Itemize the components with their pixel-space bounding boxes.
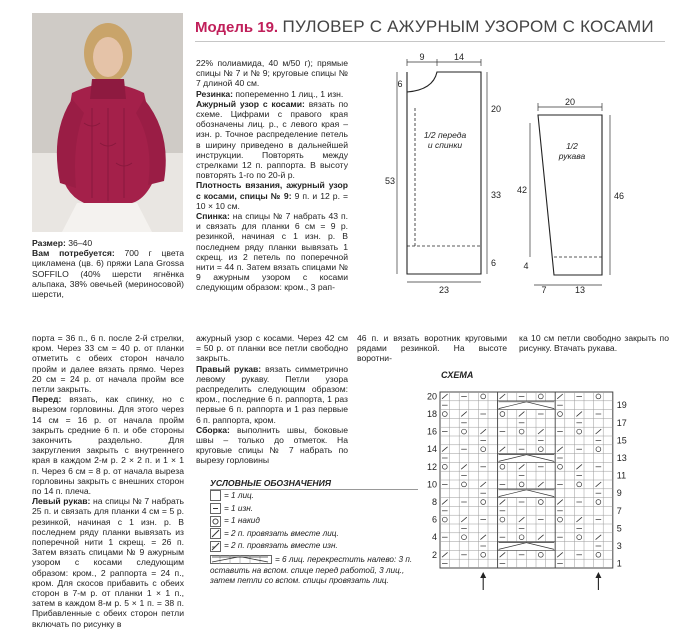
row-number-right: 13 bbox=[616, 453, 627, 463]
front-width-dim: 23 bbox=[438, 285, 450, 295]
left-sleeve-label: Левый рукав: bbox=[32, 496, 91, 507]
arrow-up-icon bbox=[595, 572, 601, 578]
front-rib-dim: 6 bbox=[491, 258, 497, 268]
knit-symbol-icon bbox=[210, 490, 221, 501]
legend-purl: = 1 изн. bbox=[210, 503, 418, 516]
assembly-text: выполнить швы, боковые швы – только до отметок. На круговые спицы № 7 набрать по вырезу горловины bbox=[196, 424, 348, 466]
legend-yarnover: = 1 накид bbox=[210, 515, 418, 528]
sleeve-inner-dim: 42 bbox=[516, 185, 528, 195]
materials-cont: 22% полиамида, 40 м/50 г); прямые спицы № 7 и № 9; круговые спицы № 7 длиной 40 см. bbox=[196, 58, 348, 89]
row-number-right: 3 bbox=[616, 541, 622, 551]
sleeve-cont: ажурный узор с косами. Через 42 см = 50 р. от планки все петли свободно закрыть. bbox=[196, 333, 348, 364]
sleeve-label-line2: рукава bbox=[558, 151, 586, 161]
row-number-left: 10 bbox=[426, 479, 437, 490]
front-top-right-dim: 14 bbox=[453, 52, 465, 62]
schema-title: СХЕМА bbox=[441, 370, 474, 380]
back-label: Спинка: bbox=[196, 211, 230, 222]
yarn-over-icon bbox=[210, 516, 221, 527]
back-cont: порта = 36 п., 6 п. после 2-й стрелки, кром. Через 33 см = 40 р. от планки отметить с обеих сторон начало пройм и далее вязать прямо. Через 20 см = 24 р. от начала пройм все петли закрыть. bbox=[32, 333, 184, 395]
knitting-chart bbox=[420, 384, 640, 606]
size-label: Размер: bbox=[32, 238, 66, 248]
row-number-left: 16 bbox=[426, 426, 437, 437]
needs-value: 700 г цвета цикламена (цв. 6) пряжи Lana Grossa SOFFILO (40% шерсти ягнёнка альпака, 38% овечьей (мериносовой) шерсти, bbox=[32, 248, 184, 300]
front-total-dim: 53 bbox=[384, 176, 396, 186]
legend-title: УСЛОВНЫЕ ОБОЗНАЧЕНИЯ bbox=[210, 478, 418, 490]
front-top-left-dim: 9 bbox=[419, 52, 425, 62]
front-label: Перед: bbox=[32, 394, 62, 405]
density-label: Плотность вязания, ажурный узор с косами, спицы № 9: bbox=[196, 180, 348, 201]
finish-text: ка 10 см петли свободно закрыть по рисунку. Втачать рукава. bbox=[519, 333, 669, 354]
instructions-column-3 bbox=[357, 333, 507, 364]
instructions-column-1 bbox=[32, 333, 184, 629]
article-title bbox=[195, 17, 665, 42]
model-number: Модель 19. bbox=[195, 19, 279, 36]
row-number-left: 4 bbox=[431, 532, 437, 543]
right-sleeve-label: Правый рукав: bbox=[196, 363, 262, 374]
model-name: ПУЛОВЕР С АЖУРНЫМ УЗОРОМ С КОСАМИ bbox=[282, 17, 654, 36]
instructions-column-top bbox=[196, 58, 348, 293]
row-number-left: 14 bbox=[426, 444, 437, 455]
row-number-right: 11 bbox=[616, 470, 627, 481]
legend-k2tog: = 2 п. провязать вместе лиц. bbox=[210, 528, 418, 541]
legend-knit: = 1 лиц. bbox=[210, 490, 418, 503]
legend-p2tog: = 2 п. провязать вместе изн. bbox=[210, 540, 418, 553]
right-sleeve-text: вязать симметрично левому рукаву. Петли узора распределить следующим образом: кром., последние 6 п. раппорта, 1 раз первые 6 п. раппорта и 1 раз первые 6 п. раппорта, кром. bbox=[196, 363, 348, 425]
cable-symbol-icon bbox=[210, 555, 272, 565]
row-number-right: 7 bbox=[616, 505, 622, 516]
row-number-left: 12 bbox=[426, 461, 437, 472]
front-shoulder-dim: 6 bbox=[397, 79, 403, 89]
collar-text: 46 п. и вязать воротник круговыми рядами резинкой. На высоте воротни- bbox=[357, 333, 507, 364]
front-label-line2: и спинки bbox=[427, 140, 463, 150]
legend bbox=[210, 478, 418, 587]
assembly-label: Сборка: bbox=[196, 424, 230, 435]
model-photo-illustration bbox=[32, 13, 183, 232]
lace-text: вязать по схеме. Цифрами с правого края обозначены лиц. р., с левого края – изн. р. Точное распределение петель в ширину приведено в дальнейшей инструкции. Повторять между стрелками 12 п. раппорта. В высоту повторять 1-го по 20-й р. bbox=[196, 98, 348, 181]
needs-label: Вам потребуется: bbox=[32, 248, 115, 259]
sleeve-left-dim: 7 bbox=[541, 285, 547, 295]
row-number-left: 20 bbox=[426, 391, 437, 402]
row-number-left: 2 bbox=[431, 549, 437, 560]
model-photo bbox=[32, 13, 183, 232]
row-number-left: 8 bbox=[431, 497, 437, 507]
lace-label: Ажурный узор с косами: bbox=[196, 98, 305, 109]
front-text: вязать, как спинку, но с вырезом горловины. Для этого через 14 см = 16 р. от начала пройм закрыть средние 6 п. и обе стороны закончить раздельно. Для закругления закрыть с внутреннего края в каждом 2-м р. 2 × 2 п. и 1 × 1 п. Через 6 см = 8 р. от начала выреза горловины закрыть с внешних сторон по 14 п. плеча. bbox=[32, 394, 184, 497]
sleeve-top-dim: 20 bbox=[564, 97, 576, 107]
front-label-line: 1/2 переда bbox=[423, 130, 467, 140]
row-number-left: 6 bbox=[431, 514, 437, 525]
k2tog-icon bbox=[210, 528, 221, 539]
left-sleeve-text: на спицы № 7 набрать 25 п. и связать для планки 4 см = 5 р. резинкой, начиная с 1 изн. р. В последнем ряду планки вывязать из поперечной нити 1 скрещ. = 26 п. Затем вязать спицами № 9 ажурным узором с косами следующим образом: кром., 2 раппорта = 24 п., кром. Для скосов прибавить с обеих сторон в 7-м р. от планки 1 × 1 п., затем в каждом 8-м р. 5 × 1 п. = 38 п. Прибавленные с обеих сторон петли включать по рисунку в bbox=[32, 496, 184, 629]
p2tog-icon bbox=[210, 541, 221, 552]
row-number-right: 15 bbox=[616, 435, 627, 446]
row-number-left: 18 bbox=[426, 409, 437, 419]
instructions-column-4 bbox=[519, 333, 669, 353]
front-body-dim: 33 bbox=[491, 190, 502, 200]
front-armhole-dim: 20 bbox=[491, 104, 502, 114]
sleeve-schematic bbox=[508, 95, 628, 295]
sleeve-outer-dim: 46 bbox=[614, 191, 625, 201]
front-back-schematic bbox=[384, 50, 502, 295]
row-number-right: 17 bbox=[616, 417, 627, 428]
rib-label: Резинка: bbox=[196, 88, 233, 99]
density-text: 9 п. и 12 р. = 10 × 10 см. bbox=[196, 190, 348, 211]
arrow-up-icon bbox=[480, 572, 486, 578]
row-number-right: 9 bbox=[616, 488, 622, 499]
sleeve-rib-dim: 4 bbox=[523, 261, 529, 271]
instructions-column-2 bbox=[196, 333, 348, 466]
size-value: 36–40 bbox=[68, 238, 93, 248]
row-number-right: 5 bbox=[616, 523, 622, 534]
legend-cable: = 6 лиц. перекрестить налево: 3 п. оставить на вспом. спице перед работой, 3 лиц., затем петли со вспом. спицы провязать лиц. bbox=[210, 555, 413, 586]
row-number-right: 1 bbox=[616, 558, 622, 569]
sleeve-right-dim: 13 bbox=[574, 285, 586, 295]
back-text: на спицы № 7 набрать 43 п. и связать для планки 6 см = 9 р. резинкой, начиная с 1 изн. р. В последнем ряду планки вывязать 1 скрещ. из 2 петель по поперечной нити = 44 п. Затем вязать спицами № 9 ажурным узором с косами следующим образом: кром., 3 рап- bbox=[196, 211, 348, 293]
purl-symbol-icon bbox=[210, 503, 221, 514]
row-number-right: 19 bbox=[616, 400, 627, 411]
materials-column bbox=[32, 238, 184, 299]
rib-text: попеременно 1 лиц., 1 изн. bbox=[235, 88, 344, 99]
sleeve-label-line: 1/2 bbox=[566, 141, 578, 151]
